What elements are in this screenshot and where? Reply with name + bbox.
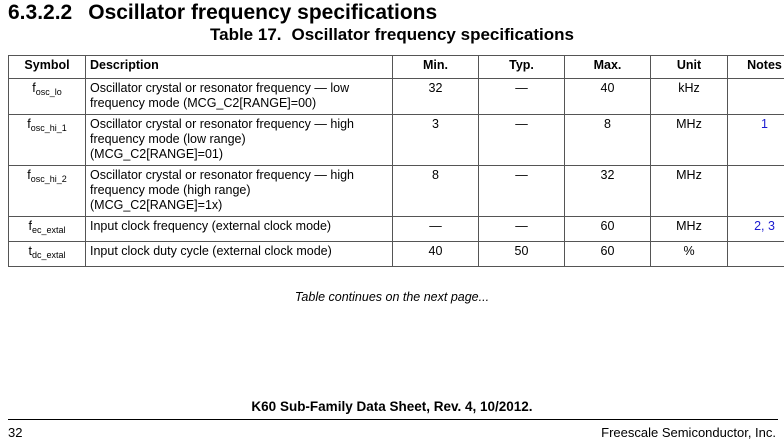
typ-cell: — — [479, 79, 565, 115]
notes-cell — [728, 242, 784, 267]
symbol-cell — [9, 242, 86, 267]
table-row — [9, 166, 784, 217]
typ-cell: — — [479, 166, 565, 217]
min-cell: 3 — [393, 115, 479, 166]
description-cell — [86, 217, 393, 242]
symbol-main: f — [27, 168, 31, 182]
symbol-subscript: osc_lo — [35, 87, 62, 97]
company-name: Freescale Semiconductor, Inc. — [601, 425, 776, 440]
symbol-subscript: osc_hi_2 — [30, 174, 67, 184]
oscillator-spec-table — [8, 55, 784, 267]
description-line: (MCG_C2[RANGE]=01) — [90, 147, 224, 161]
notes-cell — [728, 115, 784, 166]
table-row — [9, 217, 784, 242]
max-cell: 60 — [565, 242, 651, 267]
footnote-link[interactable]: 2, 3 — [754, 219, 775, 233]
max-cell: 8 — [565, 115, 651, 166]
min-cell: 40 — [393, 242, 479, 267]
col-header-unit: Unit — [651, 56, 728, 79]
max-cell: 32 — [565, 166, 651, 217]
col-header-typ: Typ. — [479, 56, 565, 79]
table-row — [9, 242, 784, 267]
max-cell: 60 — [565, 217, 651, 242]
symbol-cell — [9, 79, 86, 115]
description-line: Input clock frequency (external clock mode) — [90, 219, 332, 233]
unit-cell: MHz — [651, 166, 728, 217]
col-header-min: Min. — [393, 56, 479, 79]
unit-cell: MHz — [651, 217, 728, 242]
max-cell: 40 — [565, 79, 651, 115]
col-header-description: Description — [86, 56, 393, 79]
symbol-main: f — [28, 219, 32, 233]
unit-cell: kHz — [651, 79, 728, 115]
unit-cell: MHz — [651, 115, 728, 166]
notes-cell — [728, 166, 784, 217]
typ-cell: — — [479, 115, 565, 166]
col-header-notes: Notes — [728, 56, 784, 79]
table-caption — [0, 25, 784, 45]
unit-cell: % — [651, 242, 728, 267]
section-number: 6.3.2.2 — [8, 1, 73, 24]
symbol-subscript: osc_hi_1 — [30, 123, 67, 133]
symbol-subscript: ec_extal — [31, 225, 66, 235]
typ-cell: 50 — [479, 242, 565, 267]
table-continues-note: Table continues on the next page... — [294, 290, 490, 304]
table-row — [9, 115, 784, 166]
description-line: Oscillator crystal or resonator frequency — low — [90, 81, 350, 95]
description-cell — [86, 242, 393, 267]
description-cell — [86, 79, 393, 115]
description-line: frequency mode (MCG_C2[RANGE]=00) — [90, 96, 317, 110]
notes-cell — [728, 79, 784, 115]
col-header-symbol: Symbol — [9, 56, 86, 79]
symbol-main: f — [27, 117, 31, 131]
min-cell: — — [393, 217, 479, 242]
description-line: (MCG_C2[RANGE]=1x) — [90, 198, 223, 212]
symbol-cell — [9, 166, 86, 217]
min-cell: 32 — [393, 79, 479, 115]
description-cell — [86, 166, 393, 217]
table-caption-title: Oscillator frequency specifications — [291, 25, 574, 44]
description-line: frequency mode (low range) — [90, 132, 246, 146]
table-row — [9, 79, 784, 115]
min-cell: 8 — [393, 166, 479, 217]
symbol-main: f — [32, 81, 36, 95]
footnote-link[interactable]: 1 — [761, 117, 768, 131]
table-caption-number: Table 17. — [210, 25, 282, 44]
section-heading — [8, 1, 437, 25]
symbol-cell — [9, 217, 86, 242]
col-header-max: Max. — [565, 56, 651, 79]
document-title: K60 Sub-Family Data Sheet, Rev. 4, 10/2012. — [251, 399, 533, 414]
description-line: frequency mode (high range) — [90, 183, 251, 197]
description-cell — [86, 115, 393, 166]
description-line: Input clock duty cycle (external clock mode) — [90, 244, 332, 258]
description-line: Oscillator crystal or resonator frequency — high — [90, 168, 354, 182]
description-line: Oscillator crystal or resonator frequency — high — [90, 117, 354, 131]
footer-divider — [8, 419, 778, 420]
symbol-main: t — [28, 244, 32, 258]
section-title: Oscillator frequency specifications — [88, 1, 438, 24]
page-number: 32 — [8, 425, 23, 440]
typ-cell: — — [479, 217, 565, 242]
table-header-row — [9, 56, 784, 79]
symbol-subscript: dc_extal — [31, 250, 66, 260]
symbol-cell — [9, 115, 86, 166]
notes-cell — [728, 217, 784, 242]
